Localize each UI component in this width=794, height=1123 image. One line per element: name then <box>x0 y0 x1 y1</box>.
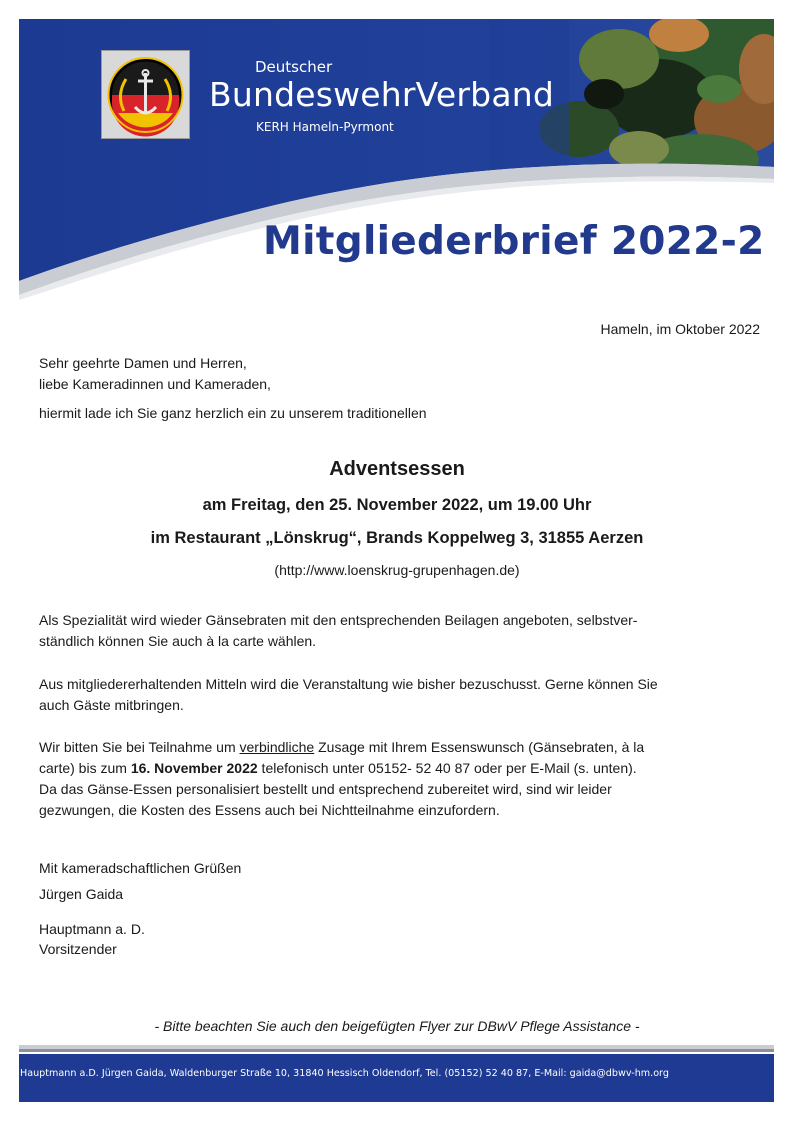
p3-text-b: Zusage mit Ihrem Essenswunsch (Gänsebraten, à la <box>314 739 645 755</box>
org-name: BundeswehrVerband <box>209 75 555 114</box>
signer-role: Vorsitzender <box>39 941 117 957</box>
footer-contact: Hauptmann a.D. Jürgen Gaida, Waldenburger Straße 10, 31840 Hessisch Oldendorf, Tel. (05152) 52 40 87, E-Mail: gaida@dbwv-hm.org <box>20 1068 669 1079</box>
p3-text-c: carte) bis zum <box>39 760 131 776</box>
salutation-1: Sehr geehrte Damen und Herren, <box>39 355 247 371</box>
paragraph-2-line-2: auch Gäste mitbringen. <box>39 697 184 713</box>
event-date: am Freitag, den 25. November 2022, um 19.00 Uhr <box>202 496 592 514</box>
signer-name: Jürgen Gaida <box>39 886 124 902</box>
letterhead <box>19 19 774 300</box>
paragraph-3-line-1 <box>39 737 644 758</box>
paragraph-3-line-4: gezwungen, die Kosten des Essens auch bei Nichtteilnahme einzufordern. <box>39 802 500 818</box>
signer-rank: Hauptmann a. D. <box>39 921 145 937</box>
event-title: Adventsessen <box>329 458 465 480</box>
emblem-icon <box>102 51 189 138</box>
p3-text-d: telefonisch unter 05152- 52 40 87 oder per E-Mail (s. unten). <box>257 760 637 776</box>
flyer-note: - Bitte beachten Sie auch den beigefügten Flyer zur DBwV Pflege Assistance - <box>154 1018 640 1034</box>
p3-underlined: verbindliche <box>239 739 315 755</box>
event-url: (http://www.loenskrug-grupenhagen.de) <box>274 562 520 578</box>
paragraph-3-line-2 <box>39 758 637 779</box>
salutation-2: liebe Kameradinnen und Kameraden, <box>39 376 271 392</box>
intro-text: hiermit lade ich Sie ganz herzlich ein zu unserem traditionellen <box>39 405 427 421</box>
paragraph-1-line-1: Als Spezialität wird wieder Gänsebraten mit den entsprechenden Beilagen angeboten, selbstver- <box>39 612 638 628</box>
org-line-1: Deutscher <box>255 58 333 76</box>
closing: Mit kameradschaftlichen Grüßen <box>39 860 242 876</box>
place-date: Hameln, im Oktober 2022 <box>600 321 760 337</box>
p3-text-a: Wir bitten Sie bei Teilnahme um <box>39 739 240 755</box>
paragraph-2-line-1: Aus mitgliedererhaltenden Mitteln wird die Veranstaltung wie bisher bezuschusst. Gerne können Sie <box>39 676 658 692</box>
p3-deadline: 16. November 2022 <box>130 760 258 776</box>
paragraph-3-line-3: Da das Gänse-Essen personalisiert bestellt und entsprechend zubereitet wird, sind wir leider <box>39 781 612 797</box>
page-title: Mitgliederbrief 2022-2 <box>263 219 765 264</box>
event-place: im Restaurant „Lönskrug“, Brands Koppelweg 3, 31855 Aerzen <box>150 529 644 547</box>
dbwv-emblem <box>101 50 190 139</box>
org-chapter: KERH Hameln-Pyrmont <box>256 120 394 134</box>
paragraph-1-line-2: ständlich können Sie auch à la carte wählen. <box>39 633 317 649</box>
